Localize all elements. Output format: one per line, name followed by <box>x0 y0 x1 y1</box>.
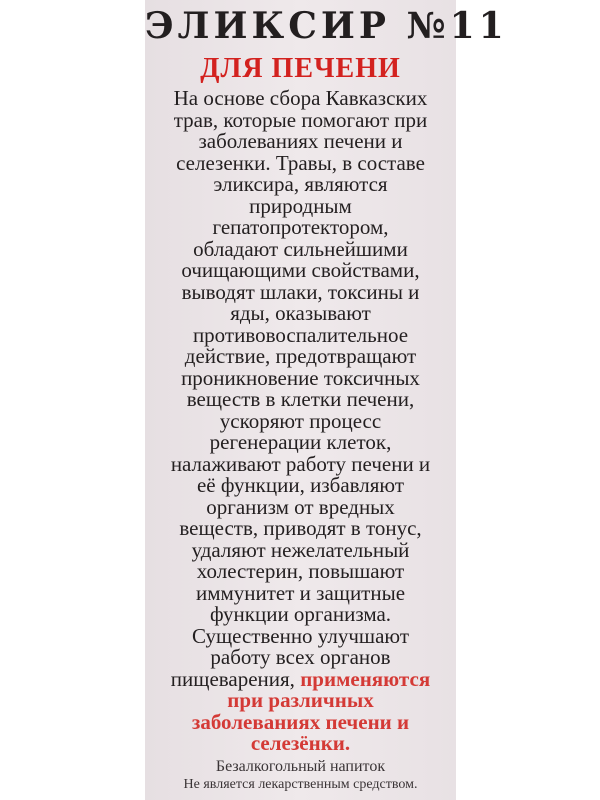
highlight-line: заболеваниях печени и <box>191 709 410 734</box>
description-line: выводят шлаки, токсины и <box>181 279 420 304</box>
description <box>135 88 466 755</box>
footer-disclaimer: Не является лекарственным средством. <box>183 777 418 792</box>
description-line: селезенки. Травы, в составе <box>176 150 425 175</box>
description-line: противовоспалительное <box>192 322 409 347</box>
description-line: пищеварения, <box>170 666 301 691</box>
description-line: яды, оказывают <box>230 301 371 325</box>
description-line: холестерин, повышают <box>196 559 405 583</box>
description-line-mixed <box>135 666 466 691</box>
description-line: налаживают работу печени и <box>170 451 431 476</box>
description-line: трав, которые помогают при <box>173 107 428 132</box>
description-line: веществ, приводят в тонус, <box>179 516 422 540</box>
description-line: На основе сбора Кавказских <box>173 86 428 110</box>
description-line: Существенно улучшают <box>191 623 410 648</box>
product-subtitle: ДЛЯ ПЕЧЕНИ <box>200 53 401 84</box>
description-line: проникновение токсичных <box>181 365 420 390</box>
description-line: веществ в клетки печени, <box>186 387 415 411</box>
description-line: природным <box>249 193 352 218</box>
description-line: её функции, избавляют <box>196 473 405 497</box>
description-line: функции организма. <box>209 602 392 626</box>
description-line: заболеваниях печени и <box>198 129 403 153</box>
footer-drink-type: Безалкогольный напиток <box>215 758 386 775</box>
description-line: удаляют нежелательный <box>191 537 410 562</box>
description-line: организм от вредных <box>206 494 395 519</box>
description-line: обладают сильнейшими <box>193 236 408 261</box>
product-title: ЭЛИКСИР №11 <box>145 5 508 47</box>
description-line: регенерации клеток, <box>209 430 392 454</box>
description-line: действие, предотвращают <box>184 344 417 368</box>
description-line: гепатопротектором, <box>212 215 389 239</box>
description-line: ускоряют процесс <box>219 408 382 433</box>
highlight-text: применяются <box>300 666 431 691</box>
label-panel <box>145 0 508 800</box>
highlight-line: селезёнки. <box>250 731 351 755</box>
description-line: эликсира, являются <box>213 172 388 196</box>
description-line: иммунитет и защитные <box>195 580 406 605</box>
description-line: работу всех органов <box>210 645 391 669</box>
description-line: очищающими свойствами, <box>181 258 420 282</box>
highlight-line: при различных <box>227 688 374 712</box>
footer <box>135 757 466 793</box>
